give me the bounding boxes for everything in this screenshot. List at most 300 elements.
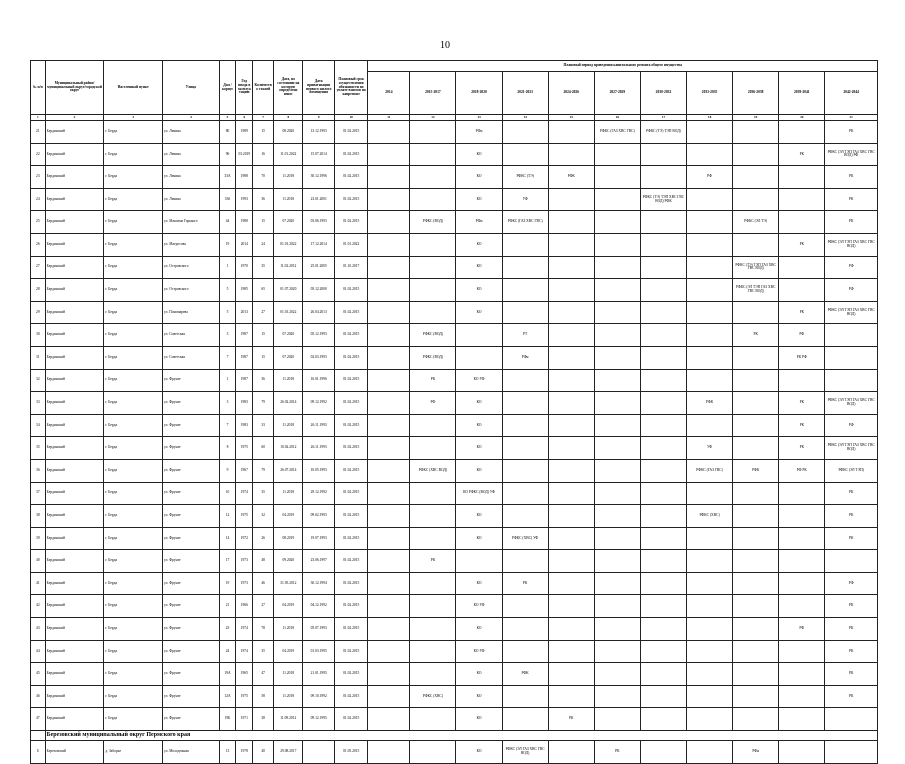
period-cell	[368, 256, 410, 279]
privatization-date-cell: 26.11.1993	[303, 414, 334, 437]
table-row	[31, 121, 878, 144]
privatization-date-cell: 10.05.1993	[303, 459, 334, 482]
header-year-2039-2041: 2039-2041	[779, 72, 825, 115]
privatization-date-cell: 30.12.1996	[303, 166, 334, 189]
floors-cell: 79	[253, 459, 274, 482]
district-cell: Бердинский	[45, 482, 104, 505]
locality-cell: г. Берда	[104, 188, 163, 211]
street-cell: ул. Матросова	[163, 233, 220, 256]
period-cell	[733, 527, 779, 550]
column-number: 16	[594, 115, 640, 121]
period-cell: РК	[779, 437, 825, 460]
street-cell: ул. Фрунзе	[163, 663, 220, 686]
wear-date-cell: 07.2020	[274, 324, 303, 347]
wear-date-cell: 11.09.2012	[274, 708, 303, 731]
wear-date-cell: 11.2018	[274, 369, 303, 392]
period-cell: РФ	[825, 572, 878, 595]
table-row	[31, 663, 878, 686]
period-cell	[502, 437, 548, 460]
period-cell: КО	[456, 256, 502, 279]
due-date-cell: 01.02.2015	[334, 663, 368, 686]
district-cell: Бердинский	[45, 324, 104, 347]
house-cell: 5	[219, 279, 236, 302]
header-year-2027-2029: 2027-2029	[594, 72, 640, 115]
privatization-date-cell: 02.03.1993	[303, 346, 334, 369]
period-cell: РФКС (ЭЛ ТЭП ГАЗ ХВС ГВС ВОД)	[825, 437, 878, 460]
house-cell: 13	[219, 741, 236, 764]
privatization-date-cell: 05.12.1993	[303, 324, 334, 347]
column-number: 1	[31, 115, 46, 121]
period-cell	[410, 437, 456, 460]
period-cell	[594, 369, 640, 392]
period-cell	[733, 572, 779, 595]
row-number: 27	[31, 256, 46, 279]
wear-date-cell: 29.08.2017	[274, 741, 303, 764]
period-cell	[368, 482, 410, 505]
period-cell	[733, 708, 779, 731]
period-cell	[687, 640, 733, 663]
period-cell	[687, 527, 733, 550]
district-cell: Бердинский	[45, 414, 104, 437]
locality-cell: г. Берда	[104, 640, 163, 663]
period-cell: РК	[733, 324, 779, 347]
header-district: Муниципальный район/ муниципальный округ/городской округ	[45, 61, 104, 115]
period-cell	[687, 211, 733, 234]
period-cell	[687, 414, 733, 437]
period-cell	[368, 505, 410, 528]
year-cell: 1974	[236, 482, 253, 505]
district-cell: Бердинский	[45, 256, 104, 279]
period-cell	[410, 166, 456, 189]
street-cell: ул. Фрунзе	[163, 595, 220, 618]
period-cell	[368, 663, 410, 686]
header-period-group: Плановый период проведения капитального ремонта общего имущества	[368, 61, 878, 72]
period-cell	[687, 572, 733, 595]
period-cell	[687, 550, 733, 573]
period-cell	[548, 437, 594, 460]
house-cell: 80	[219, 121, 236, 144]
period-cell	[640, 482, 686, 505]
table-row	[31, 685, 878, 708]
floors-cell: 35	[253, 640, 274, 663]
due-date-cell: 01.02.2015	[334, 685, 368, 708]
period-cell	[502, 505, 548, 528]
due-date-cell: 01.02.2015	[334, 618, 368, 641]
wear-date-cell: 01.01.2022	[274, 301, 303, 324]
locality-cell: г. Берда	[104, 233, 163, 256]
header-number: № п/п	[31, 61, 46, 115]
period-cell	[687, 121, 733, 144]
period-cell: КО	[456, 233, 502, 256]
period-cell	[640, 256, 686, 279]
floors-cell: 36	[253, 188, 274, 211]
privatization-date-cell: 09.12.1992	[303, 392, 334, 415]
column-number: 4	[163, 115, 220, 121]
period-cell	[687, 595, 733, 618]
period-cell: РК	[410, 550, 456, 573]
table-row	[31, 741, 878, 764]
table-header	[31, 61, 878, 121]
street-cell: ул. Советская	[163, 346, 220, 369]
period-cell: УФ	[687, 437, 733, 460]
period-cell: РФКС (ЭЛ ТЭП)	[825, 459, 878, 482]
table-row	[31, 414, 878, 437]
period-cell: РФК	[733, 459, 779, 482]
floors-cell: 33	[253, 414, 274, 437]
period-cell	[548, 188, 594, 211]
period-cell	[733, 143, 779, 166]
period-cell: РФКС (ЭЛ ТЭП ГАЗ ХВС ГВС ВОД)	[825, 301, 878, 324]
street-cell: ул. Фрунзе	[163, 459, 220, 482]
table-row	[31, 708, 878, 731]
table-row	[31, 572, 878, 595]
wear-date-cell: 11.2018	[274, 685, 303, 708]
period-cell	[687, 346, 733, 369]
street-cell: ул. Пономарева	[163, 301, 220, 324]
period-cell	[733, 663, 779, 686]
street-cell: ул. Фрунзе	[163, 482, 220, 505]
period-cell	[368, 121, 410, 144]
street-cell: ул. Фрунзе	[163, 527, 220, 550]
due-date-cell: 01.02.2015	[334, 121, 368, 144]
period-cell	[368, 188, 410, 211]
locality-cell: г. Берда	[104, 663, 163, 686]
header-year-2024-2026: 2024-2026	[548, 72, 594, 115]
year-cell: 1973	[236, 550, 253, 573]
year-cell: 1966	[236, 595, 253, 618]
period-cell	[594, 143, 640, 166]
house-cell: 21	[219, 595, 236, 618]
period-cell	[687, 482, 733, 505]
district-cell: Бердинский	[45, 550, 104, 573]
table-row	[31, 324, 878, 347]
period-cell	[825, 708, 878, 731]
period-cell	[548, 640, 594, 663]
year-cell: 1987	[236, 369, 253, 392]
row-number: 37	[31, 482, 46, 505]
house-cell: 5	[219, 301, 236, 324]
district-cell: Березовский	[45, 741, 104, 764]
year-cell: 1988	[236, 211, 253, 234]
house-cell: 7	[219, 414, 236, 437]
privatization-date-cell: 09.12.1995	[303, 708, 334, 731]
row-number: 33	[31, 392, 46, 415]
period-cell: КО	[456, 279, 502, 302]
period-cell: РК	[825, 595, 878, 618]
period-cell	[733, 346, 779, 369]
period-cell: КО РФКС (ВОД) УФ	[456, 482, 502, 505]
column-number: 19	[733, 115, 779, 121]
table-row	[31, 369, 878, 392]
privatization-date-cell: 16.01.1996	[303, 369, 334, 392]
street-cell: ул. Фрунзе	[163, 618, 220, 641]
locality-cell: г. Берда	[104, 685, 163, 708]
house-cell: 17	[219, 550, 236, 573]
period-cell	[594, 392, 640, 415]
period-cell: РФ	[825, 279, 878, 302]
table-row	[31, 166, 878, 189]
period-cell	[733, 414, 779, 437]
period-cell	[733, 618, 779, 641]
period-cell	[733, 121, 779, 144]
district-cell: Бердинский	[45, 618, 104, 641]
table-row	[31, 392, 878, 415]
district-cell: Бердинский	[45, 685, 104, 708]
period-cell	[640, 324, 686, 347]
due-date-cell: 01.02.2015	[334, 708, 368, 731]
locality-cell: г. Берда	[104, 437, 163, 460]
period-cell	[502, 708, 548, 731]
due-date-cell: 01.02.2015	[334, 459, 368, 482]
due-date-cell: 01.02.2015	[334, 527, 368, 550]
due-date-cell: 01.02.2015	[334, 301, 368, 324]
period-cell	[548, 346, 594, 369]
period-cell	[825, 324, 878, 347]
year-cell: 1983	[236, 414, 253, 437]
period-cell: КО	[456, 188, 502, 211]
period-cell: КО	[456, 505, 502, 528]
period-cell	[594, 414, 640, 437]
column-number: 14	[502, 115, 548, 121]
table-row	[31, 437, 878, 460]
period-cell	[368, 166, 410, 189]
period-cell	[502, 482, 548, 505]
floors-cell: 46	[253, 572, 274, 595]
period-cell: КО	[456, 741, 502, 764]
wear-date-cell: 31.05.2012	[274, 572, 303, 595]
period-cell	[733, 505, 779, 528]
period-cell	[548, 663, 594, 686]
locality-cell: г. Берда	[104, 459, 163, 482]
period-cell: РК	[594, 741, 640, 764]
period-cell	[687, 279, 733, 302]
row-number: 43	[31, 618, 46, 641]
table-row	[31, 256, 878, 279]
period-cell	[502, 256, 548, 279]
period-cell: РФК	[502, 663, 548, 686]
locality-cell: г. Берда	[104, 708, 163, 731]
period-cell	[687, 685, 733, 708]
period-cell	[640, 143, 686, 166]
period-cell	[502, 392, 548, 415]
period-cell	[594, 279, 640, 302]
period-cell	[548, 527, 594, 550]
wear-date-cell: 11.2018	[274, 414, 303, 437]
period-cell	[368, 640, 410, 663]
table-row	[31, 279, 878, 302]
period-cell: РФКС (ВОД)	[410, 211, 456, 234]
district-cell: Бердинский	[45, 233, 104, 256]
period-cell	[548, 414, 594, 437]
period-cell: РФКС (ТЭ) ТЭП ВОД)	[640, 121, 686, 144]
period-cell: РФКС (ЭЛ ТЭП ГАЗ ХВС ГВС ВОД) РФ	[825, 143, 878, 166]
period-cell	[548, 121, 594, 144]
privatization-date-cell: 25.01.2005	[303, 256, 334, 279]
table-row	[31, 143, 878, 166]
year-cell: 1975	[236, 685, 253, 708]
street-cell: ул. Фрунзе	[163, 505, 220, 528]
row-number: 38	[31, 505, 46, 528]
period-cell	[594, 685, 640, 708]
wear-date-cell: 10.02.2012	[274, 437, 303, 460]
wear-date-cell: 11.02.2012	[274, 256, 303, 279]
district-cell: Бердинский	[45, 708, 104, 731]
period-cell	[640, 595, 686, 618]
row-number: 26	[31, 233, 46, 256]
floors-cell: 48	[253, 550, 274, 573]
period-cell	[825, 369, 878, 392]
privatization-date-cell: 26.04.2013	[303, 301, 334, 324]
row-number: 41	[31, 572, 46, 595]
period-cell: РФКС (ХВС) УФ	[502, 527, 548, 550]
period-cell: КО	[456, 708, 502, 731]
year-cell: 1988	[236, 166, 253, 189]
year-cell: 1974	[236, 640, 253, 663]
row-number: 47	[31, 708, 46, 731]
district-cell: Бердинский	[45, 663, 104, 686]
section-spacer	[31, 731, 46, 741]
column-number: 5	[219, 115, 236, 121]
street-cell: ул. Советская	[163, 324, 220, 347]
period-cell: РФК	[548, 166, 594, 189]
period-cell	[410, 741, 456, 764]
period-cell	[640, 640, 686, 663]
period-cell: РК	[825, 166, 878, 189]
wear-date-cell: 01.01.2022	[274, 233, 303, 256]
period-cell	[410, 482, 456, 505]
period-cell	[368, 233, 410, 256]
period-cell: РТ	[502, 324, 548, 347]
period-cell	[640, 211, 686, 234]
period-cell	[502, 550, 548, 573]
period-cell	[502, 640, 548, 663]
period-cell	[548, 595, 594, 618]
due-date-cell: 01.02.2015	[334, 324, 368, 347]
column-number: 20	[779, 115, 825, 121]
row-number: 1	[31, 741, 46, 764]
period-cell	[640, 741, 686, 764]
period-cell: РК	[825, 527, 878, 550]
period-cell	[368, 324, 410, 347]
street-cell: ул. Фрунзе	[163, 437, 220, 460]
period-cell	[410, 121, 456, 144]
privatization-date-cell: 19.07.1993	[303, 527, 334, 550]
table-row	[31, 595, 878, 618]
house-cell: 14	[219, 527, 236, 550]
period-cell: РК	[410, 369, 456, 392]
period-cell: РФ	[825, 256, 878, 279]
period-cell	[640, 437, 686, 460]
period-cell	[410, 414, 456, 437]
period-cell: КО	[456, 572, 502, 595]
period-cell: РФКС (ЭЛ ТЭП ГАЗ ХВС ГВС ВОД)	[825, 233, 878, 256]
header-year-2036-2038: 2036-2038	[733, 72, 779, 115]
period-cell	[548, 392, 594, 415]
due-date-cell: 01.02.2015	[334, 550, 368, 573]
district-cell: Бердинский	[45, 505, 104, 528]
period-cell: КО УФ	[456, 369, 502, 392]
locality-cell: г. Берда	[104, 211, 163, 234]
locality-cell: г. Берда	[104, 550, 163, 573]
period-cell	[594, 527, 640, 550]
period-cell	[594, 640, 640, 663]
due-date-cell: 01.02.2015	[334, 166, 368, 189]
period-cell: РФ	[687, 166, 733, 189]
period-cell	[368, 741, 410, 764]
period-cell	[502, 414, 548, 437]
district-cell: Бердинский	[45, 166, 104, 189]
period-cell	[456, 346, 502, 369]
header-locality: Населенный пункт	[104, 61, 163, 115]
floors-cell: 38	[253, 708, 274, 731]
locality-cell: г. Берда	[104, 572, 163, 595]
period-cell	[502, 143, 548, 166]
locality-cell: г. Берда	[104, 505, 163, 528]
column-number: 9	[303, 115, 334, 121]
period-cell	[594, 550, 640, 573]
period-cell: РК	[825, 640, 878, 663]
row-number: 45	[31, 663, 46, 686]
period-cell: РК РФ	[779, 346, 825, 369]
floors-cell: 27	[253, 595, 274, 618]
period-cell	[733, 685, 779, 708]
period-cell	[733, 301, 779, 324]
period-cell: РК	[825, 505, 878, 528]
period-cell	[687, 324, 733, 347]
house-cell: 24	[219, 640, 236, 663]
house-cell: 1	[219, 369, 236, 392]
period-cell: РФКС (ХВС)	[410, 685, 456, 708]
period-cell	[368, 211, 410, 234]
year-cell: 2013	[236, 301, 253, 324]
period-cell	[410, 256, 456, 279]
period-cell	[410, 640, 456, 663]
period-cell	[733, 640, 779, 663]
street-cell: ул. Островского	[163, 256, 220, 279]
period-cell: РК	[825, 188, 878, 211]
floors-cell: 47	[253, 663, 274, 686]
period-cell	[733, 437, 779, 460]
header-floors: Количество этажей	[253, 61, 274, 115]
street-cell: ул. Ленина	[163, 166, 220, 189]
wear-date-cell: 04.2019	[274, 595, 303, 618]
due-date-cell: 01.02.2015	[334, 188, 368, 211]
period-cell	[825, 741, 878, 764]
year-cell: 1989	[236, 121, 253, 144]
period-cell: РК	[779, 233, 825, 256]
row-number: 32	[31, 369, 46, 392]
district-cell: Бердинский	[45, 527, 104, 550]
table-body	[31, 121, 878, 764]
period-cell	[548, 550, 594, 573]
locality-cell: г. Берда	[104, 414, 163, 437]
street-cell: ул. Фрунзе	[163, 685, 220, 708]
period-cell: РК	[779, 414, 825, 437]
district-cell: Бердинский	[45, 121, 104, 144]
period-cell: РК	[825, 211, 878, 234]
period-cell	[779, 550, 825, 573]
period-cell	[548, 233, 594, 256]
locality-cell: г. Берда	[104, 346, 163, 369]
period-cell	[594, 346, 640, 369]
period-cell: РФн	[502, 346, 548, 369]
period-cell	[687, 301, 733, 324]
due-date-cell: 01.02.2015	[334, 437, 368, 460]
house-cell: 3	[219, 392, 236, 415]
period-cell	[779, 663, 825, 686]
period-cell: РК	[779, 392, 825, 415]
floors-cell: 24	[253, 233, 274, 256]
